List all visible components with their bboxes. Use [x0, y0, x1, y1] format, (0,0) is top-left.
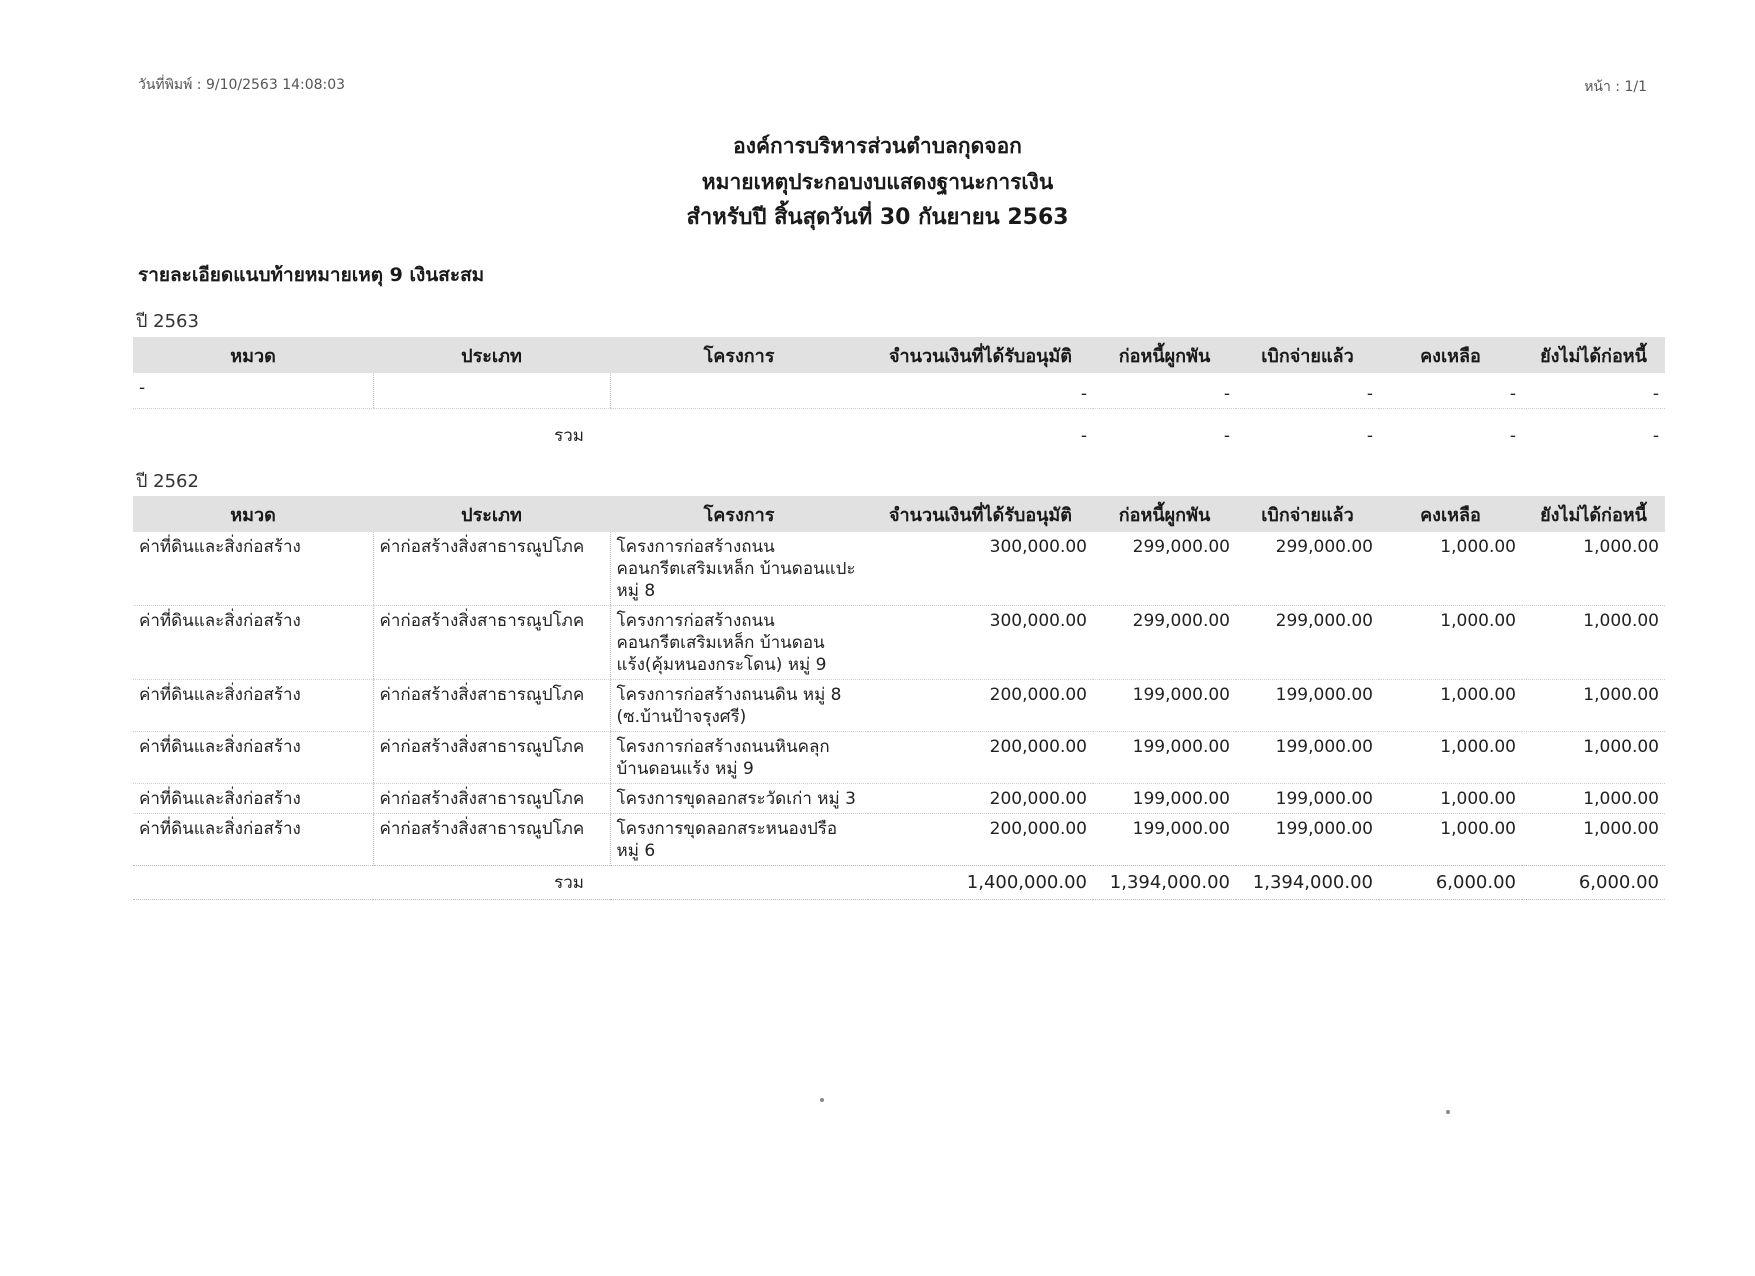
- cell-approved: 200,000.00: [868, 732, 1093, 784]
- total-disbursed: 1,394,000.00: [1236, 866, 1379, 900]
- cell-category: ค่าที่ดินและสิ่งก่อสร้าง: [139, 819, 301, 839]
- cell-project: โครงการก่อสร้างถนนคอนกรีตเสริมเหล็ก บ้านดอนแปะ หมู่ 8: [610, 532, 868, 606]
- cell-disbursed: 199,000.00: [1236, 732, 1379, 784]
- cell-type: ค่าก่อสร้างสิ่งสาธารณูปโภค: [373, 532, 610, 606]
- col-project: โครงการ: [610, 337, 868, 373]
- cell-committed: 199,000.00: [1093, 784, 1236, 814]
- cell-type: ค่าก่อสร้างสิ่งสาธารณูปโภค: [373, 680, 610, 732]
- table-2562: [133, 496, 1665, 900]
- cell-remaining: 1,000.00: [1379, 784, 1522, 814]
- cell-disbursed: 199,000.00: [1275, 819, 1373, 839]
- cell-category: ค่าที่ดินและสิ่งก่อสร้าง: [133, 732, 373, 784]
- period-title: สำหรับปี สิ้นสุดวันที่ 30 กันยายน 2563: [686, 205, 1069, 230]
- cell-approved: 300,000.00: [868, 532, 1093, 606]
- table-row: [133, 532, 1665, 606]
- cell-committed: 299,000.00: [1093, 532, 1236, 606]
- report-titles: [0, 128, 1755, 236]
- col-disbursed: เบิกจ่ายแล้ว: [1236, 496, 1379, 532]
- cell-committed: 299,000.00: [1093, 606, 1236, 680]
- col-project: โครงการ: [610, 496, 868, 532]
- cell-category: ค่าที่ดินและสิ่งก่อสร้าง: [133, 606, 373, 680]
- cell-remaining: 1,000.00: [1379, 532, 1522, 606]
- cell-not-committed: 1,000.00: [1583, 819, 1659, 839]
- total-disbursed: -: [1366, 426, 1373, 446]
- cell-remaining: 1,000.00: [1379, 732, 1522, 784]
- col-committed: ก่อหนี้ผูกพัน: [1093, 337, 1236, 373]
- organization-title: องค์การบริหารส่วนตำบลกุดจอก: [733, 134, 1022, 158]
- cell-disbursed: 299,000.00: [1236, 606, 1379, 680]
- cell-project: โครงการก่อสร้างถนนคอนกรีตเสริมเหล็ก บ้านดอนแร้ง(คุ้มหนองกระโดน) หมู่ 9: [610, 606, 868, 680]
- table-header: [133, 337, 1665, 373]
- total-not-committed: 6,000.00: [1522, 866, 1665, 900]
- cell-type: [373, 373, 610, 409]
- col-disbursed: เบิกจ่ายแล้ว: [1236, 337, 1379, 373]
- table-row: [133, 680, 1665, 732]
- table-row: [133, 784, 1665, 814]
- cell-category: ค่าที่ดินและสิ่งก่อสร้าง: [133, 680, 373, 732]
- cell-committed: 199,000.00: [1093, 732, 1236, 784]
- cell-not-committed: 1,000.00: [1522, 732, 1665, 784]
- table-header: [133, 496, 1665, 532]
- cell-disbursed: 199,000.00: [1236, 680, 1379, 732]
- total-label: รวม: [554, 426, 584, 446]
- cell-not-committed: 1,000.00: [1522, 784, 1665, 814]
- note-subtitle: รายละเอียดแนบท้ายหมายเหตุ 9 เงินสะสม: [138, 264, 485, 286]
- cell-approved: 300,000.00: [868, 606, 1093, 680]
- cell-project: [610, 373, 868, 409]
- cell-disbursed: -: [1236, 373, 1379, 409]
- cell-type: ค่าก่อสร้างสิ่งสาธารณูปโภค: [373, 814, 610, 866]
- cell-project: โครงการขุดลอกสระหนองปรือ หมู่ 6: [610, 814, 868, 866]
- col-remaining: คงเหลือ: [1379, 337, 1522, 373]
- col-not-committed: ยังไม่ได้ก่อหนี้: [1522, 496, 1665, 532]
- cell-disbursed: 199,000.00: [1236, 784, 1379, 814]
- cell-project: โครงการก่อสร้างถนนหินคลุก บ้านดอนแร้ง หมู่ 9: [610, 732, 868, 784]
- table-row: [133, 814, 1665, 866]
- col-type: ประเภท: [373, 496, 610, 532]
- total-not-committed: -: [1652, 426, 1659, 446]
- total-approved: 1,400,000.00: [868, 866, 1093, 900]
- col-approved: จำนวนเงินที่ได้รับอนุมัติ: [868, 337, 1093, 373]
- print-date: วันที่พิมพ์ : 9/10/2563 14:08:03: [138, 77, 346, 93]
- cell-type: ค่าก่อสร้างสิ่งสาธารณูปโภค: [373, 606, 610, 680]
- cell-category: -: [133, 373, 373, 409]
- cell-approved: -: [868, 373, 1093, 409]
- scan-speck: [820, 1098, 824, 1102]
- cell-disbursed: 299,000.00: [1236, 532, 1379, 606]
- cell-remaining: 1,000.00: [1379, 680, 1522, 732]
- total-label: รวม: [373, 866, 610, 900]
- cell-not-committed: -: [1522, 373, 1665, 409]
- cell-type: ค่าก่อสร้างสิ่งสาธารณูปโภค: [373, 732, 610, 784]
- col-category: หมวด: [133, 337, 373, 373]
- cell-approved: 200,000.00: [868, 784, 1093, 814]
- cell-remaining: 1,000.00: [1379, 606, 1522, 680]
- cell-approved: 200,000.00: [868, 680, 1093, 732]
- cell-remaining: -: [1379, 373, 1522, 409]
- total-row: [133, 866, 1665, 900]
- page-number: หน้า : 1/1: [1584, 79, 1647, 95]
- col-approved: จำนวนเงินที่ได้รับอนุมัติ: [868, 496, 1093, 532]
- table-row: [133, 732, 1665, 784]
- cell-remaining: 1,000.00: [1440, 819, 1516, 839]
- cell-approved: 200,000.00: [989, 819, 1087, 839]
- total-remaining: -: [1509, 426, 1516, 446]
- col-not-committed: ยังไม่ได้ก่อหนี้: [1522, 337, 1665, 373]
- cell-committed: 199,000.00: [1093, 680, 1236, 732]
- scan-speck: [1446, 1110, 1450, 1114]
- cell-not-committed: 1,000.00: [1522, 606, 1665, 680]
- total-committed: -: [1223, 426, 1230, 446]
- total-row: [133, 409, 1665, 451]
- cell-committed: 199,000.00: [1132, 819, 1230, 839]
- total-approved: -: [1080, 426, 1087, 446]
- cell-not-committed: 1,000.00: [1522, 680, 1665, 732]
- cell-category: ค่าที่ดินและสิ่งก่อสร้าง: [133, 784, 373, 814]
- year-2562-label: ปี 2562: [136, 471, 199, 492]
- table-2563: [133, 337, 1665, 450]
- table-row: [133, 606, 1665, 680]
- col-remaining: คงเหลือ: [1379, 496, 1522, 532]
- cell-type: ค่าก่อสร้างสิ่งสาธารณูปโภค: [373, 784, 610, 814]
- table-row: [133, 373, 1665, 409]
- cell-category: ค่าที่ดินและสิ่งก่อสร้าง: [133, 532, 373, 606]
- cell-project: โครงการขุดลอกสระวัดเก่า หมู่ 3: [610, 784, 868, 814]
- year-2563-label: ปี 2563: [136, 311, 199, 332]
- cell-committed: -: [1093, 373, 1236, 409]
- col-committed: ก่อหนี้ผูกพัน: [1093, 496, 1236, 532]
- cell-project: โครงการก่อสร้างถนนดิน หมู่ 8 (ซ.บ้านป้าจรุงศรี): [610, 680, 868, 732]
- col-type: ประเภท: [373, 337, 610, 373]
- report-title: หมายเหตุประกอบงบแสดงฐานะการเงิน: [701, 170, 1054, 194]
- cell-not-committed: 1,000.00: [1522, 532, 1665, 606]
- col-category: หมวด: [133, 496, 373, 532]
- total-committed: 1,394,000.00: [1093, 866, 1236, 900]
- total-remaining: 6,000.00: [1379, 866, 1522, 900]
